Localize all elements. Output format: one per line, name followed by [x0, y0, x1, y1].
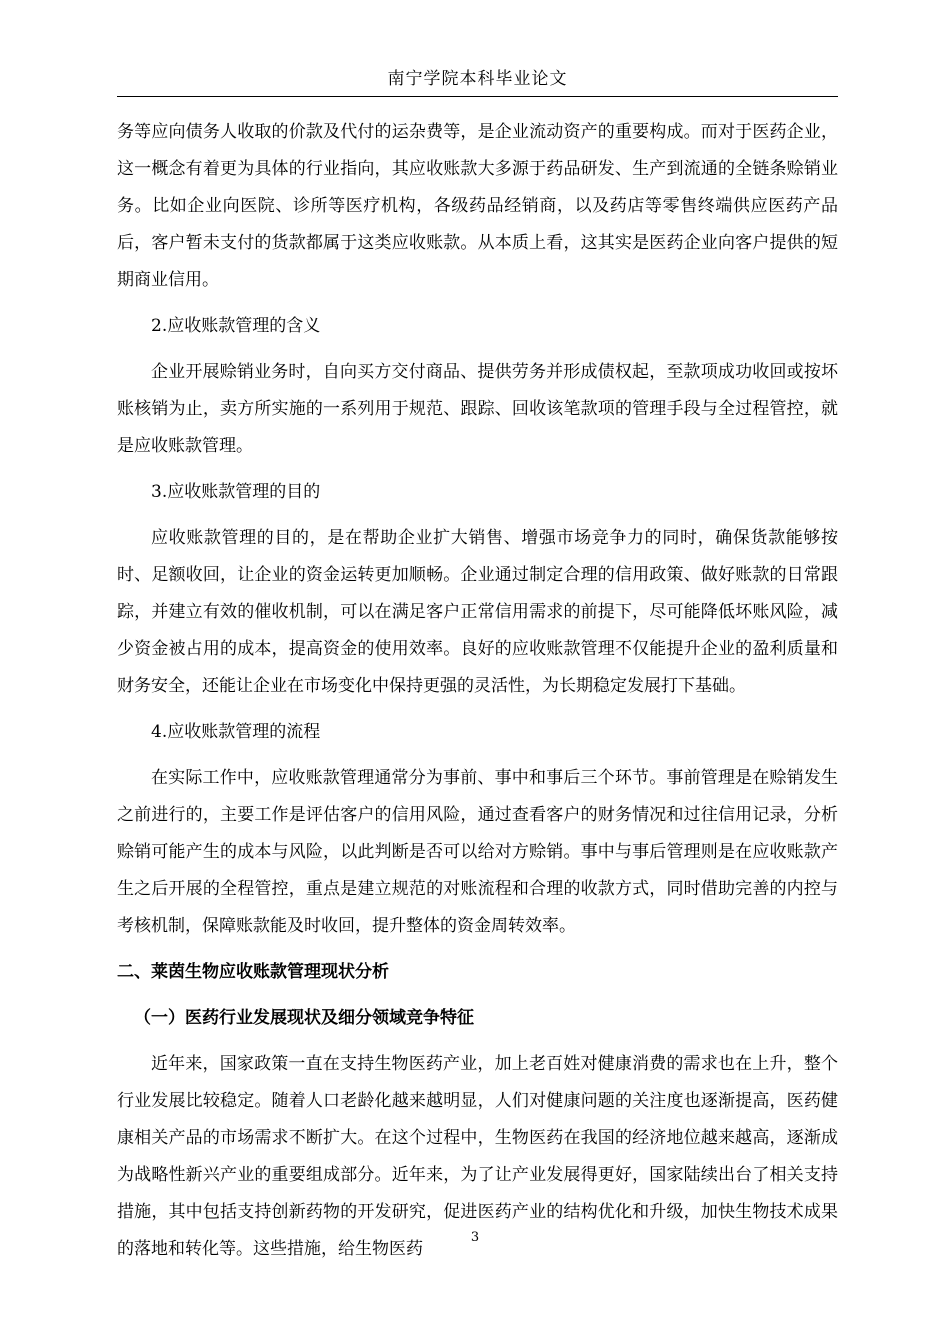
- subsection-heading-2: 2.应收账款管理的含义: [151, 316, 321, 336]
- body-text: [117, 114, 838, 1268]
- paragraph-definition: 企业开展赊销业务时，自向买方交付商品、提供劳务并形成债权起，至款项成功收回或按坏账核销为止，卖方所实施的一系列用于规范、跟踪、回收该笔款项的管理手段与全过程管控，就是应收账款管理。: [117, 362, 838, 456]
- section-heading: 二、莱茵生物应收账款管理现状分析: [117, 962, 389, 982]
- paragraph-purpose: 应收账款管理的目的，是在帮助企业扩大销售、增强市场竞争力的同时，确保货款能够按时、足额收回，让企业的资金运转更加顺畅。企业通过制定合理的信用政策、做好账款的日常跟踪，并建立有效的催收机制，可以在满足客户正常信用需求的前提下，尽可能降低坏账风险，减少资金被占用的成本，提高资金的使用效率。良好的应收账款管理不仅能提升企业的盈利质量和财务安全，还能让企业在市场变化中保持更强的灵活性，为长期稳定发展打下基础。: [117, 528, 838, 696]
- subsection-heading-4: 4.应收账款管理的流程: [151, 722, 321, 742]
- header-rule: [117, 96, 838, 97]
- subsection-heading-3: 3.应收账款管理的目的: [151, 482, 321, 502]
- paragraph-process: 在实际工作中，应收账款管理通常分为事前、事中和事后三个环节。事前管理是在赊销发生之前进行的，主要工作是评估客户的信用风险，通过查看客户的财务情况和过往信用记录，分析赊销可能产生的成本与风险，以此判断是否可以给对方赊销。事中与事后管理则是在应收账款产生之后开展的全程管控，重点是建立规范的对账流程和合理的收款方式，同时借助完善的内控与考核机制，保障账款能及时收回，提升整体的资金周转效率。: [117, 768, 838, 936]
- page-number: 3: [470, 1230, 480, 1245]
- subsection-heading: （一）医药行业发展现状及细分领域竞争特征: [134, 1008, 474, 1028]
- running-header: 南宁学院本科毕业论文: [387, 69, 568, 89]
- paragraph-industry: 近年来，国家政策一直在支持生物医药产业，加上老百姓对健康消费的需求也在上升，整个行业发展比较稳定。随着人口老龄化越来越明显，人们对健康问题的关注度也逐渐提高，医药健康相关产品的市场需求不断扩大。在这个过程中，生物医药在我国的经济地位越来越高，逐渐成为战略性新兴产业的重要组成部分。近年来，为了让产业发展得更好，国家陆续出台了相关支持措施，其中包括支持创新药物的开发研究，促进医药产业的结构优化和升级，加快生物技术成果的落地和转化等。这些措施，给生物医药: [117, 1054, 838, 1259]
- paragraph-continued: 务等应向债务人收取的价款及代付的运杂费等，是企业流动资产的重要构成。而对于医药企业，这一概念有着更为具体的行业指向，其应收账款大多源于药品研发、生产到流通的全链条赊销业务。比如企业向医院、诊所等医疗机构，各级药品经销商，以及药店等零售终端供应医药产品后，客户暂未支付的货款都属于这类应收账款。从本质上看，这其实是医药企业向客户提供的短期商业信用。: [117, 122, 838, 290]
